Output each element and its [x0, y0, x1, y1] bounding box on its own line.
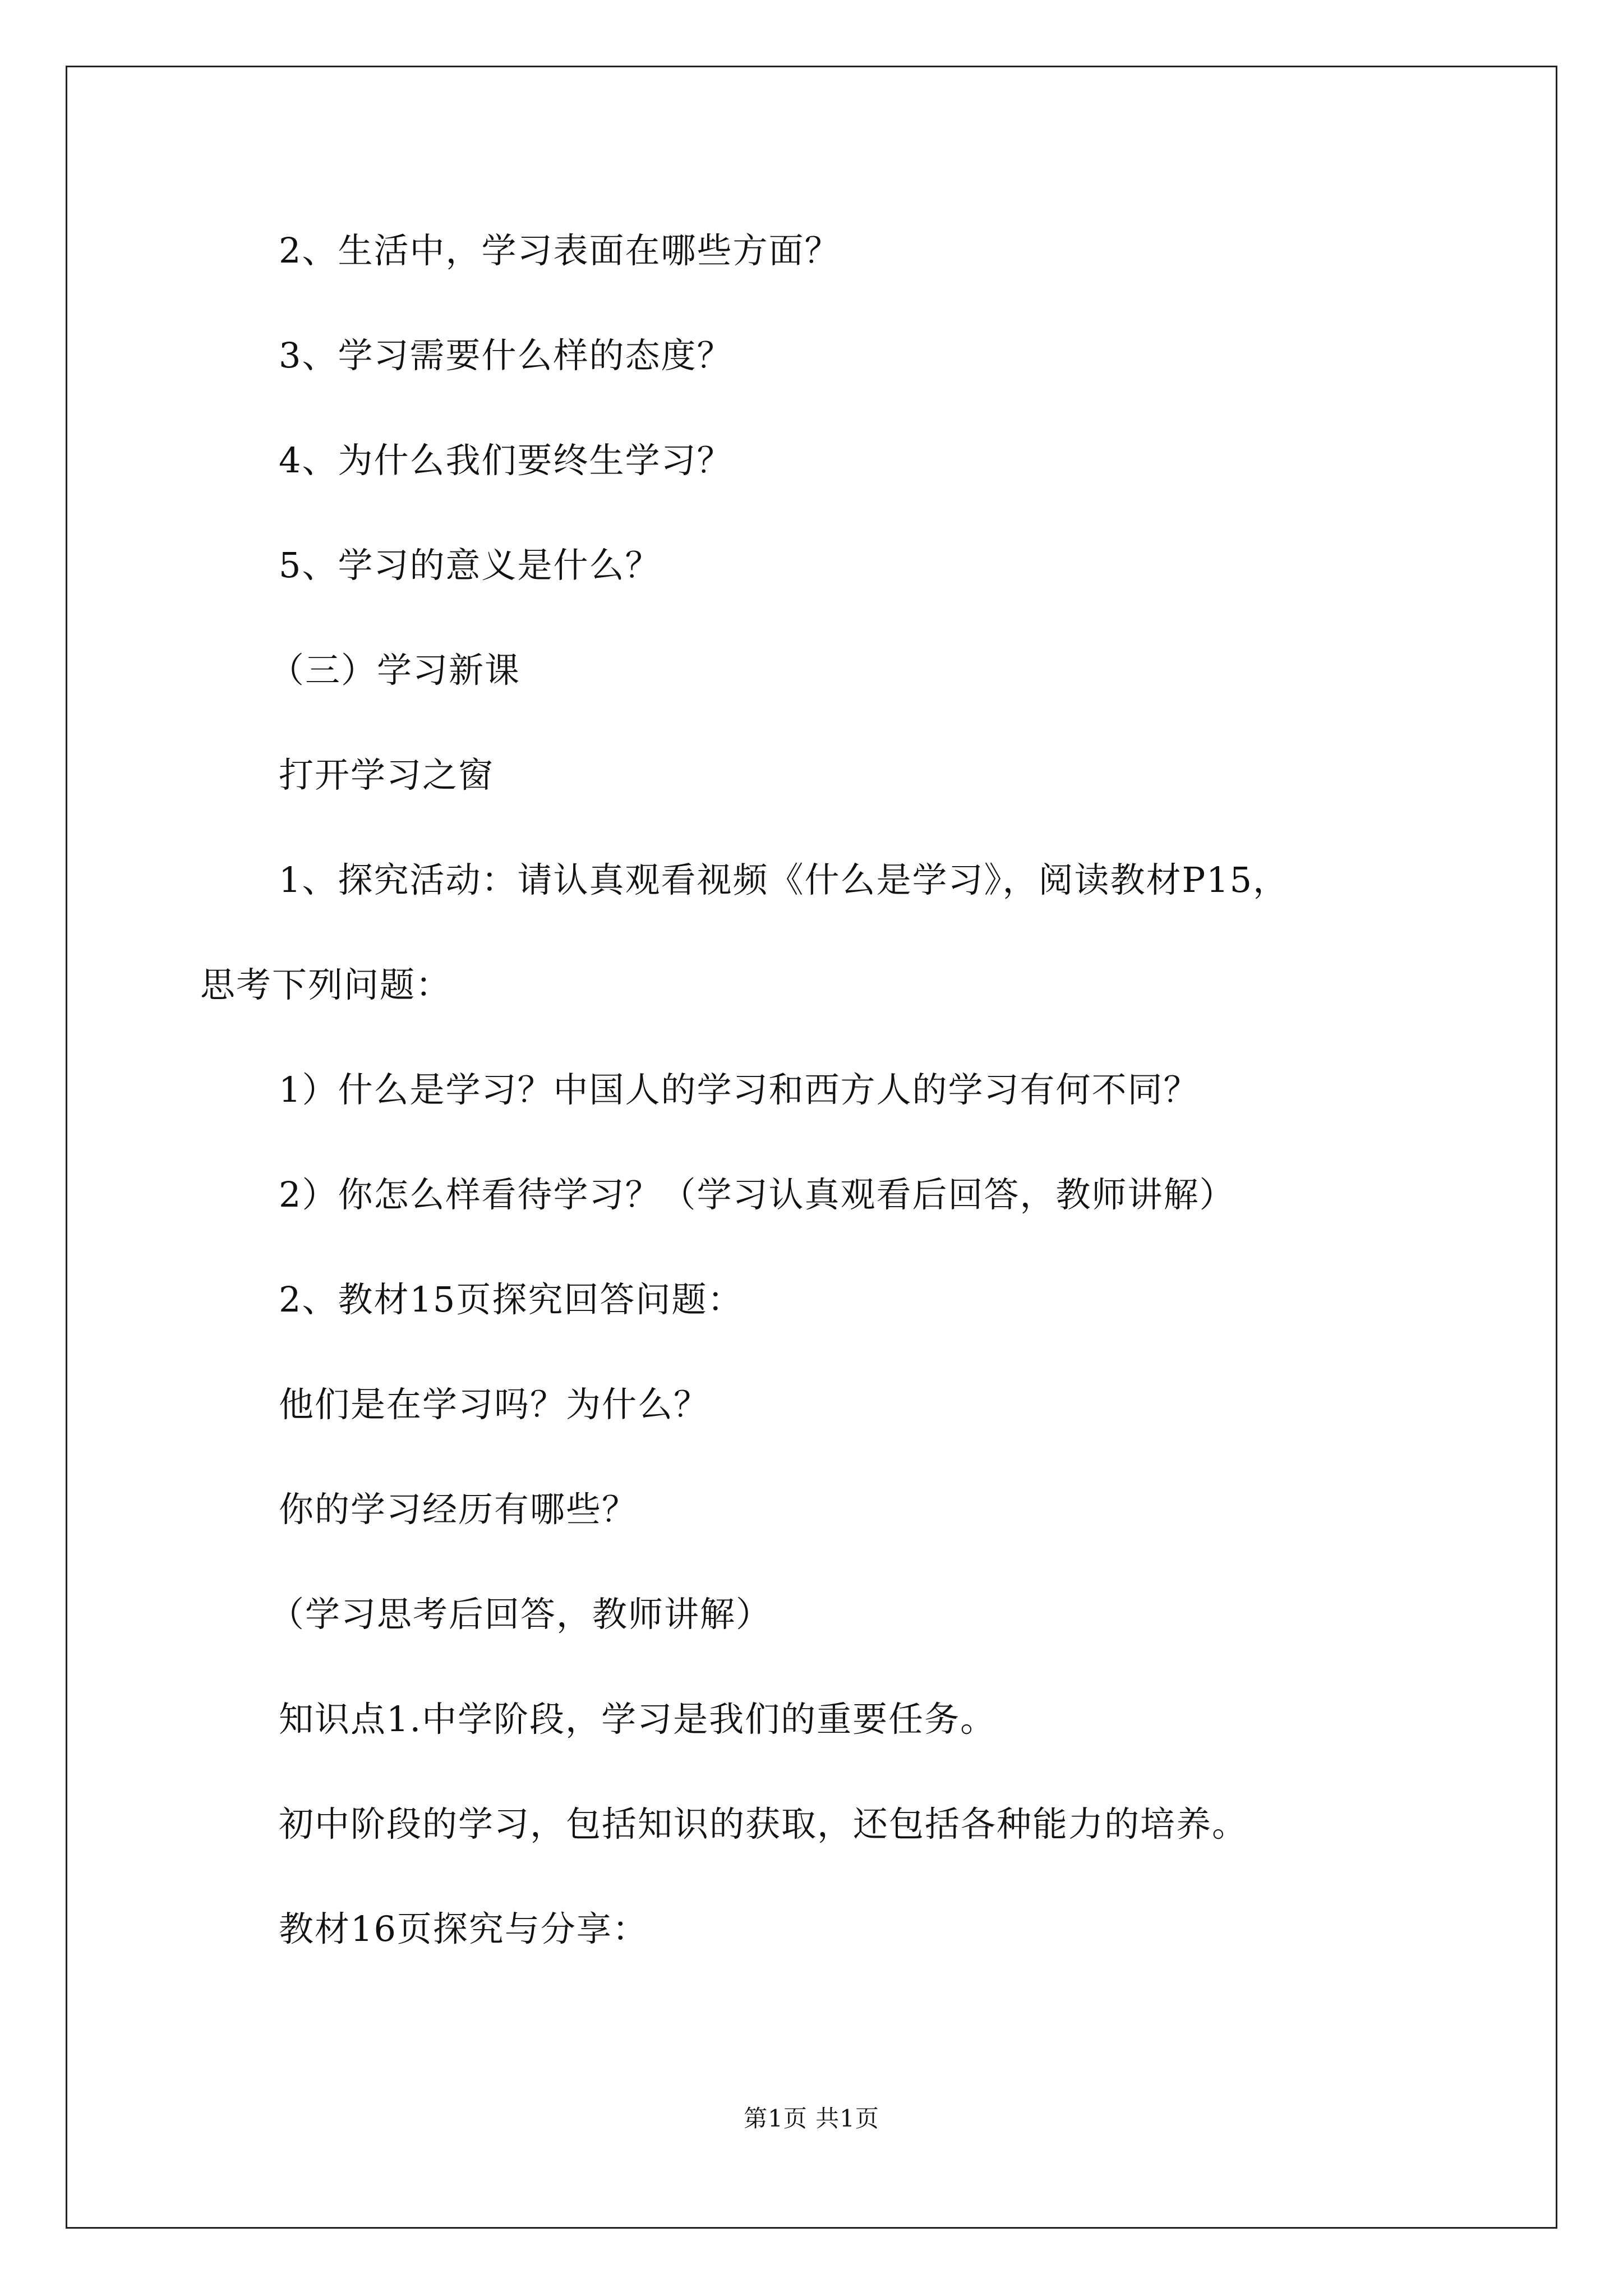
- text-line-activity-1-cont: 思考下列问题：: [200, 964, 452, 1005]
- subheading-open-window: 打开学习之窗: [279, 754, 495, 795]
- text-line-question-4: 4、为什么我们要终生学习？: [279, 440, 733, 481]
- text-line-junior-high: 初中阶段的学习，包括知识的获取，还包括各种能力的培养。: [279, 1803, 1248, 1844]
- text-line-note: （学习思考后回答，教师讲解）: [269, 1594, 772, 1635]
- text-line-explore-share: 教材16页探究与分享：: [279, 1908, 648, 1949]
- text-line-activity-1: 1、探究活动：请认真观看视频《什么是学习》，阅读教材P15，: [279, 859, 1289, 900]
- page-footer: 第1页 共1页: [744, 2105, 879, 2132]
- page-border: [66, 66, 1557, 2229]
- text-line-sub-question-2: 2）你怎么样看待学习？（学习认真观看后回答，教师讲解）: [279, 1174, 1235, 1215]
- text-line-question-5: 5、学习的意义是什么？: [279, 545, 661, 586]
- section-heading-new-lesson: （三）学习新课: [269, 650, 521, 691]
- text-line-question-3: 3、学习需要什么样的态度？: [279, 335, 733, 376]
- text-line-activity-2: 2、教材15页探究回答问题：: [279, 1279, 744, 1320]
- text-line-knowledge-point-1: 知识点1.中学阶段，学习是我们的重要任务。: [279, 1699, 997, 1740]
- text-line-sub-question-1: 1）什么是学习？中国人的学习和西方人的学习有何不同？: [279, 1069, 1200, 1110]
- text-line-question-learning: 他们是在学习吗？为什么？: [279, 1384, 710, 1425]
- text-line-question-experience: 你的学习经历有哪些？: [279, 1489, 638, 1530]
- text-line-question-2: 2、生活中，学习表面在哪些方面？: [279, 230, 841, 271]
